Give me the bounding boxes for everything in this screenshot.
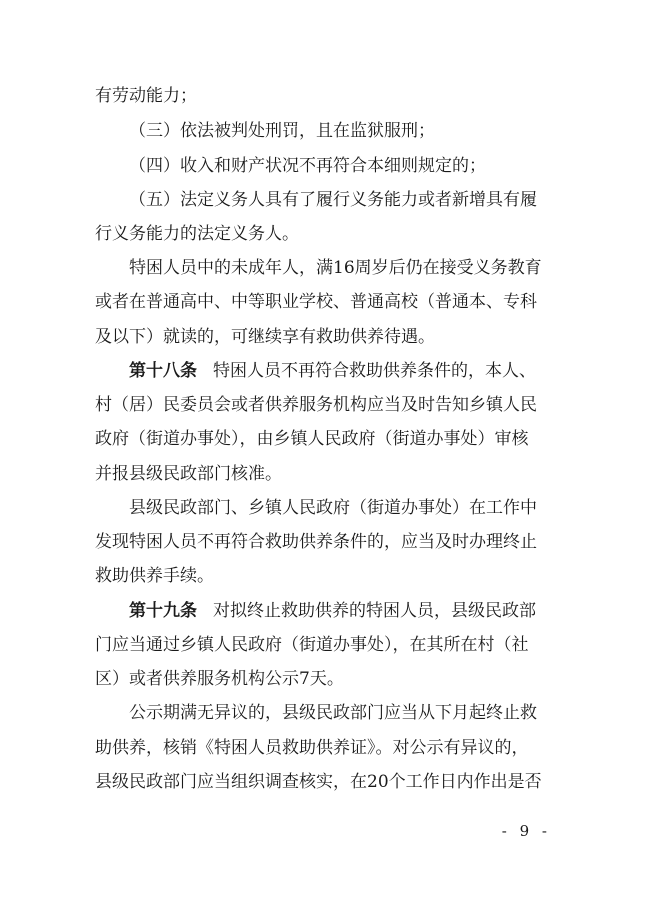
text-line: 县级民政部门、乡镇人民政府（街道办事处）在工作中 — [129, 498, 537, 518]
text-line: 公示期满无异议的，县级民政部门应当从下月起终止救 — [129, 703, 537, 723]
text-line: 县级民政部门应当组织调查核实，在20个工作日内作出是否 — [95, 772, 542, 792]
text-line: 特困人员中的未成年人，满16周岁后仍在接受义务教育 — [129, 258, 542, 278]
text-line: （四）收入和财产状况不再符合本细则规定的； — [129, 156, 486, 176]
text-line: 政府（街道办事处），由乡镇人民政府（街道办事处）审核 — [95, 429, 529, 449]
text-line: 第十八条 特困人员不再符合救助供养条件的，本人、 — [129, 361, 536, 381]
text-line: 发现特困人员不再符合救助供养条件的，应当及时办理终止 — [95, 532, 537, 552]
page-number: - 9 - — [501, 822, 551, 840]
article-heading: 第十八条 — [129, 361, 197, 381]
text-line: 及以下）就读的，可继续享有救助供养待遇。 — [95, 327, 435, 347]
text-line: 区）或者供养服务机构公示7天。 — [95, 669, 344, 689]
text-line: 助供养，核销《特困人员救助供养证》。对公示有异议的， — [95, 738, 529, 758]
text-line: （三）依法被判处刑罚，且在监狱服刑； — [129, 121, 435, 141]
text-line: 或者在普通高中、中等职业学校、普通高校（普通本、专科 — [95, 292, 537, 312]
text-line: 救助供养手续。 — [95, 566, 214, 586]
text-line: 有劳动能力； — [95, 86, 197, 106]
text-line: （五）法定义务人具有了履行义务能力或者新增具有履 — [129, 190, 537, 210]
text-line: 门应当通过乡镇人民政府（街道办事处），在其所在村（社 — [95, 635, 529, 655]
text-line: 村（居）民委员会或者供养服务机构应当及时告知乡镇人民 — [95, 395, 537, 415]
text-line: 第十九条 对拟终止救助供养的特困人员，县级民政部 — [129, 601, 536, 621]
text-line: 行义务能力的法定义务人。 — [95, 224, 299, 244]
text-line: 并报县级民政部门核准。 — [95, 464, 282, 484]
article-heading: 第十九条 — [129, 601, 197, 621]
